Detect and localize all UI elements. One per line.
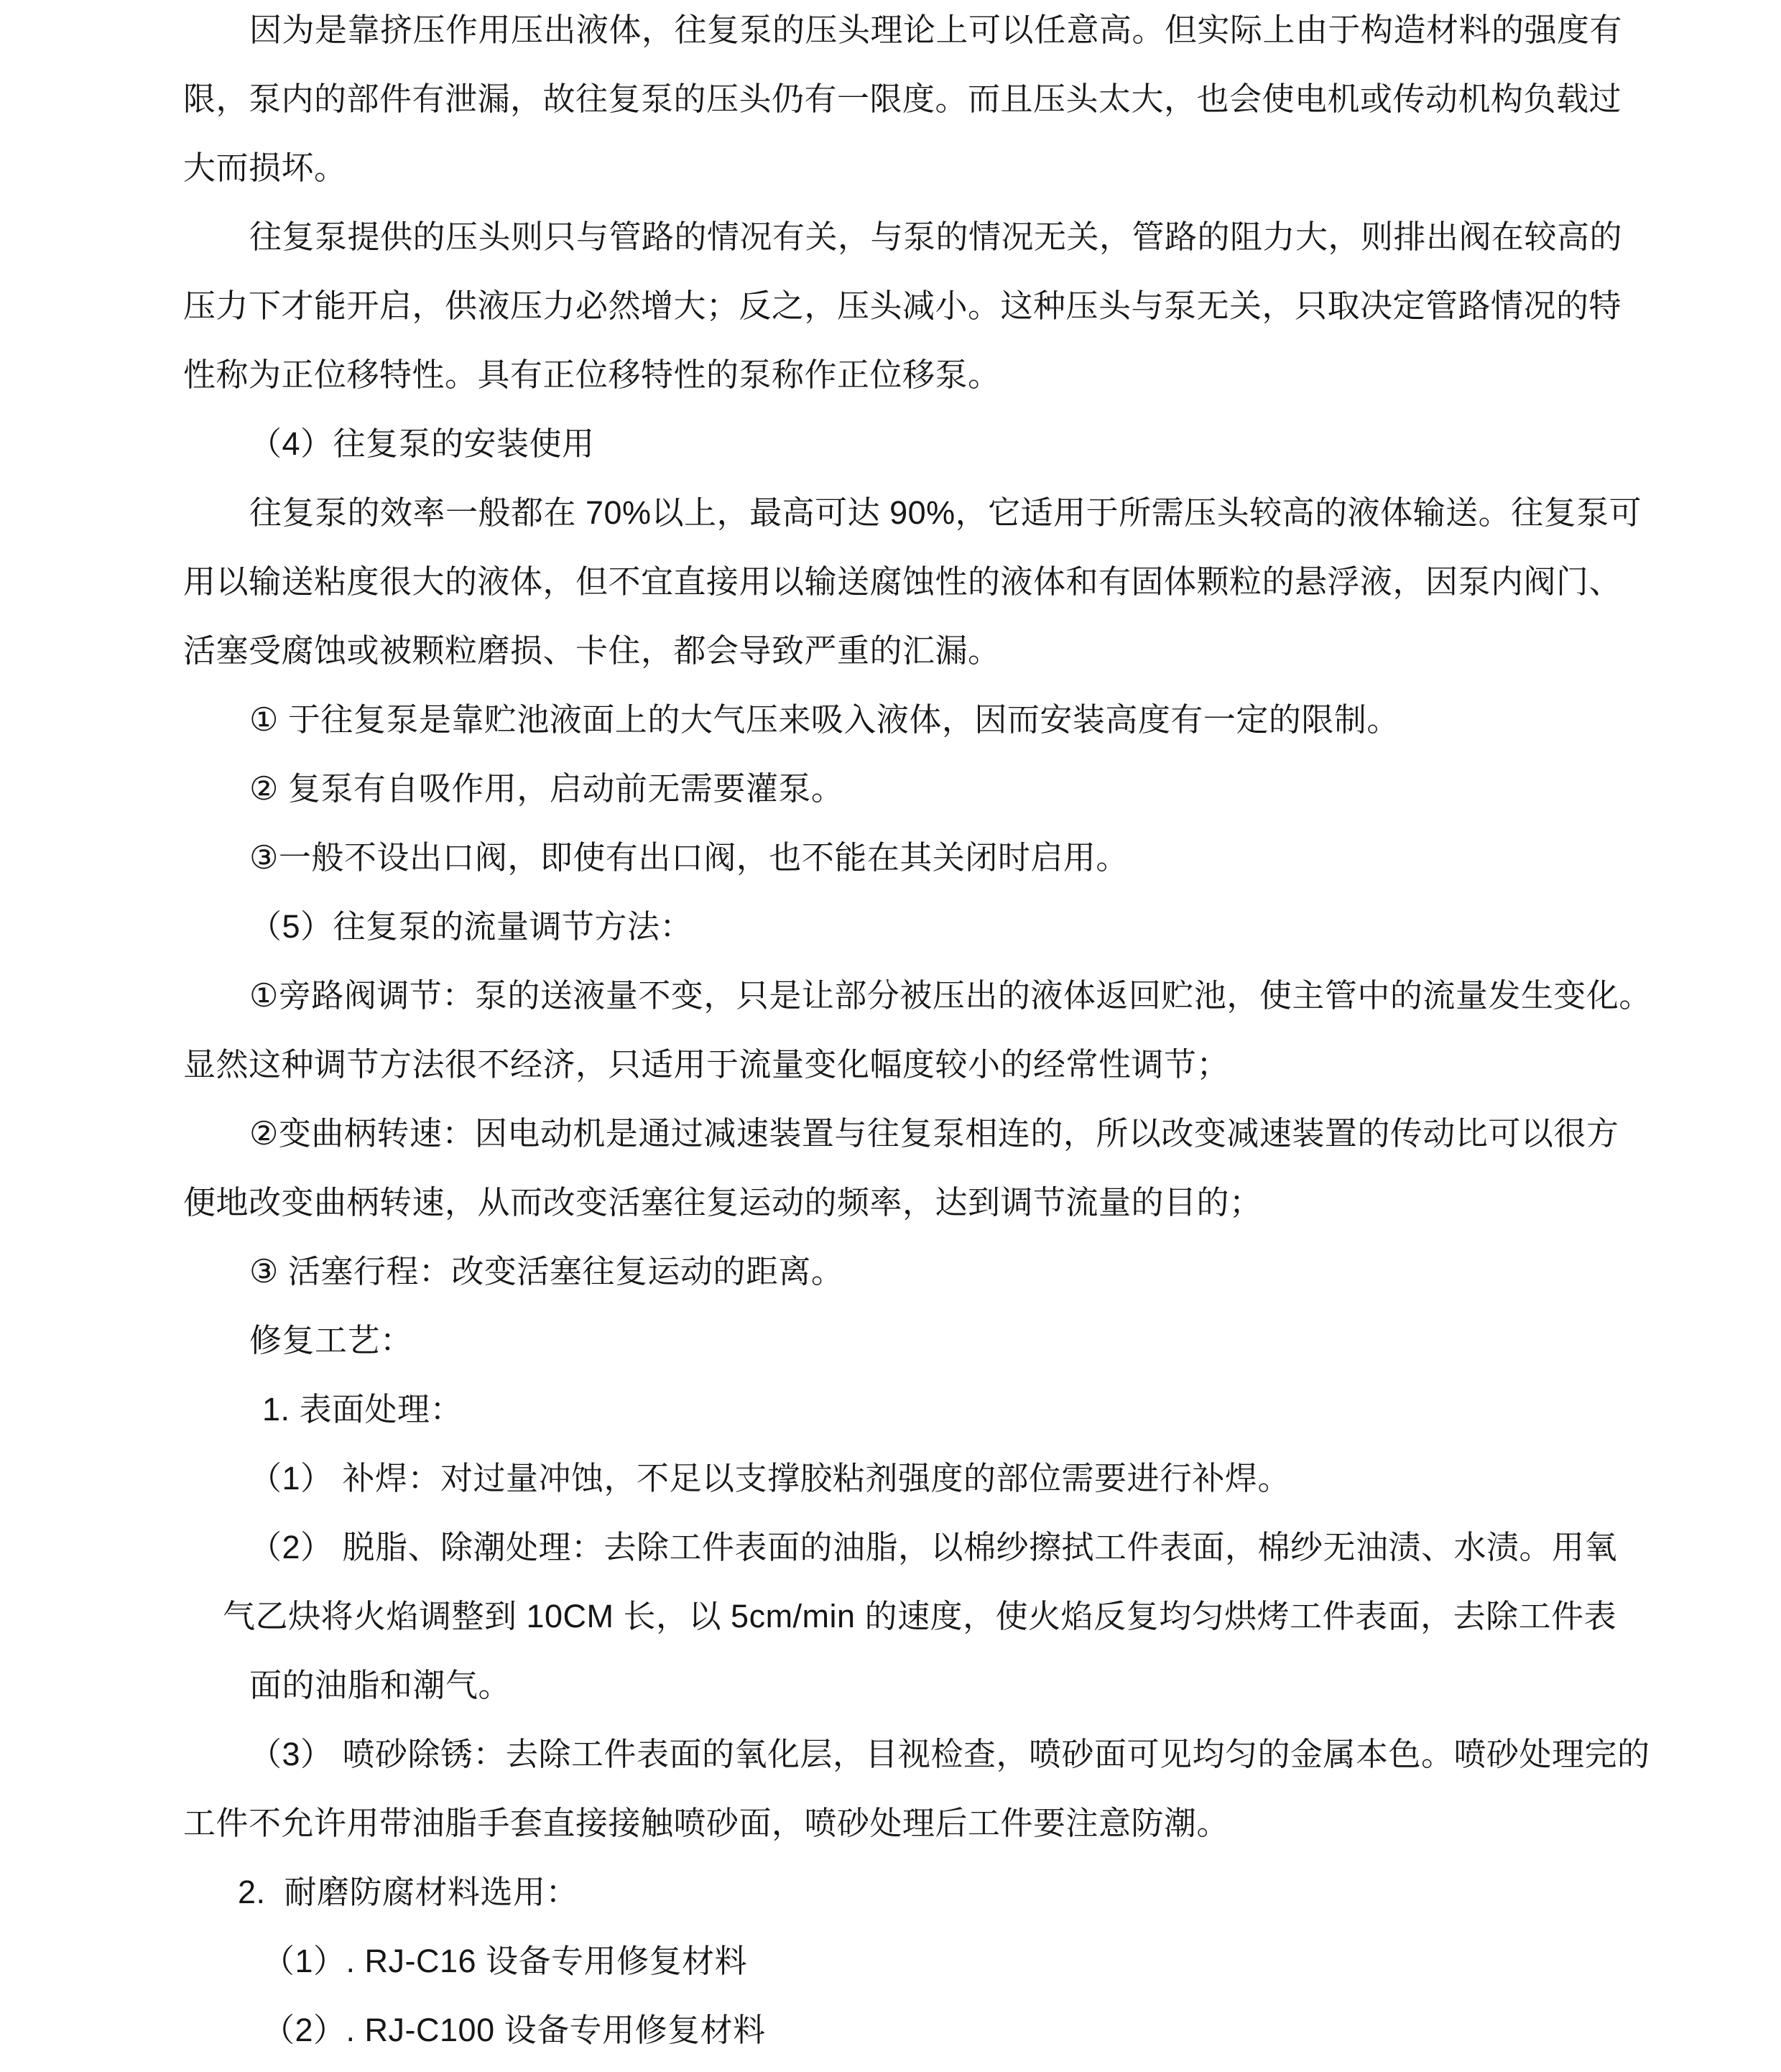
text-line: ③ 活塞行程：改变活塞往复运动的距离。 bbox=[249, 1253, 844, 1290]
text-line: 气乙炔将火焰调整到 10CM 长，以 5cm/min 的速度，使火焰反复均匀烘烤工件表面，去除工件表 bbox=[223, 1598, 1617, 1634]
text-line: （1） 补焊：对过量冲蚀，不足以支撑胶粘剂强度的部位需要进行补焊。 bbox=[249, 1460, 1291, 1497]
text-line: （4）往复泵的安装使用 bbox=[249, 425, 595, 462]
text-line: ③一般不设出口阀，即使有出口阀，也不能在其关闭时启用。 bbox=[249, 839, 1129, 876]
text-line: 压力下才能开启，供液压力必然增大；反之，压头减小。这种压头与泵无关，只取决定管路情况的特 bbox=[183, 287, 1622, 324]
text-line: 2. 耐磨防腐材料选用： bbox=[238, 1874, 579, 1910]
text-line: 便地改变曲柄转速，从而改变活塞往复运动的频率，达到调节流量的目的； bbox=[183, 1184, 1262, 1221]
text-line: ② 复泵有自吸作用，启动前无需要灌泵。 bbox=[249, 770, 844, 807]
text-line: 往复泵提供的压头则只与管路的情况有关，与泵的情况无关，管路的阻力大，则排出阀在较高的 bbox=[249, 218, 1623, 255]
text-line: 工件不允许用带油脂手套直接接触喷砂面，喷砂处理后工件要注意防潮。 bbox=[183, 1805, 1230, 1841]
text-line: 用以输送粘度很大的液体，但不宜直接用以输送腐蚀性的液体和有固体颗粒的悬浮液，因泵内阀门、 bbox=[183, 563, 1622, 600]
text-line: 大而损坏。 bbox=[183, 149, 347, 186]
text-line: 限，泵内的部件有泄漏，故往复泵的压头仍有一限度。而且压头太大，也会使电机或传动机构负载过 bbox=[183, 80, 1622, 117]
text-line: ②变曲柄转速：因电动机是通过减速装置与往复泵相连的，所以改变减速装置的传动比可以很方 bbox=[249, 1115, 1619, 1152]
text-line: 修复工艺： bbox=[249, 1322, 413, 1359]
text-line: 往复泵的效率一般都在 70%以上，最高可达 90%，它适用于所需压头较高的液体输送。往复泵可 bbox=[249, 494, 1642, 531]
text-line: （2）. RJ-C100 设备专用修复材料 bbox=[262, 2012, 766, 2048]
text-line: （2） 脱脂、除潮处理：去除工件表面的油脂，以棉纱擦拭工件表面，棉纱无油渍、水渍。用氧 bbox=[249, 1529, 1618, 1565]
text-line: 1. 表面处理： bbox=[262, 1391, 463, 1428]
text-line: 活塞受腐蚀或被颗粒磨损、卡住，都会导致严重的汇漏。 bbox=[183, 632, 1001, 669]
text-line: （5）往复泵的流量调节方法： bbox=[249, 908, 693, 945]
text-line: ①旁路阀调节：泵的送液量不变，只是让部分被压出的液体返回贮池，使主管中的流量发生变化。 bbox=[249, 977, 1652, 1014]
text-line: 显然这种调节方法很不经济，只适用于流量变化幅度较小的经常性调节； bbox=[183, 1046, 1230, 1083]
text-line: （3） 喷砂除锈：去除工件表面的氧化层，目视检查，喷砂面可见均匀的金属本色。喷砂处理完的 bbox=[249, 1736, 1650, 1772]
text-line: 面的油脂和潮气。 bbox=[249, 1667, 512, 1703]
text-block bbox=[183, 0, 1652, 2065]
text-line: （1）. RJ-C16 设备专用修复材料 bbox=[262, 1943, 748, 1979]
text-line: 因为是靠挤压作用压出液体，往复泵的压头理论上可以任意高。但实际上由于构造材料的强度有 bbox=[249, 11, 1623, 48]
text-line: 性称为正位移特性。具有正位移特性的泵称作正位移泵。 bbox=[183, 356, 1001, 393]
text-line: ① 于往复泵是靠贮池液面上的大气压来吸入液体，因而安装高度有一定的限制。 bbox=[249, 701, 1400, 738]
